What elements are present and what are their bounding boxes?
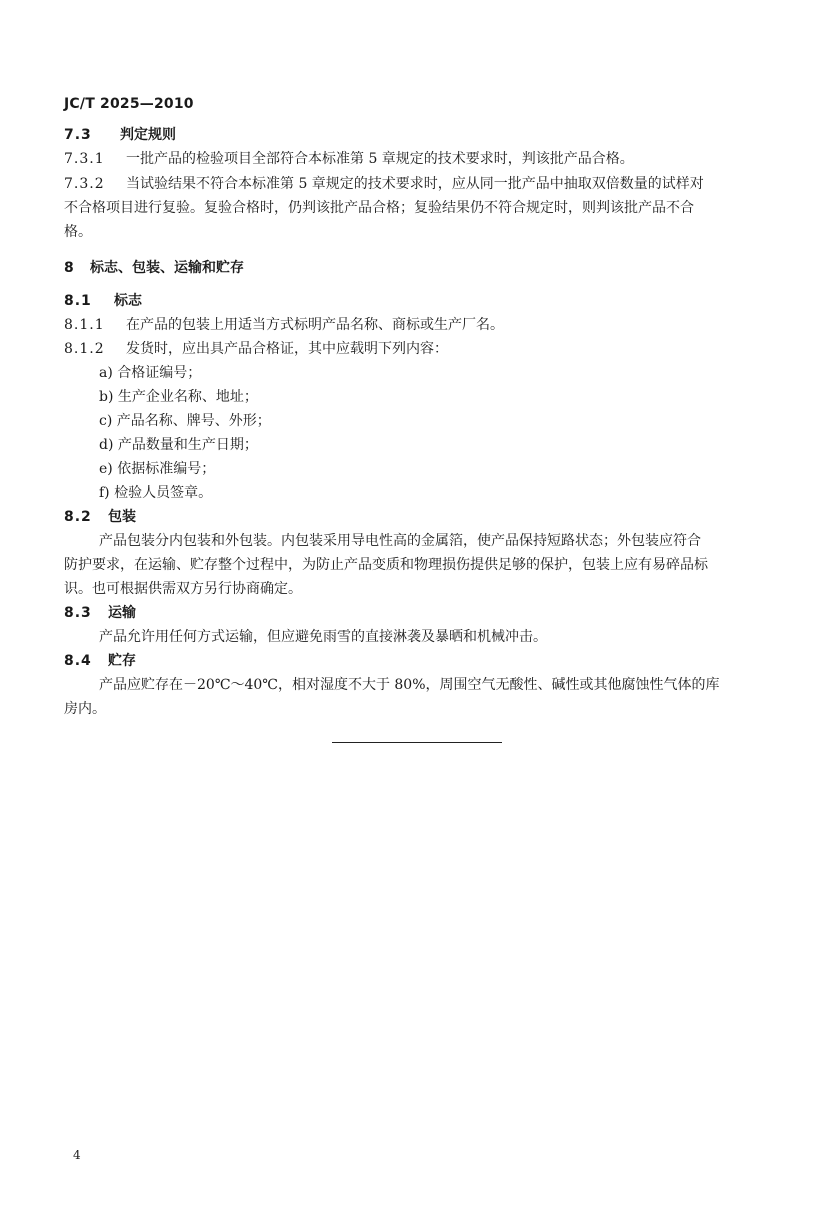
clause-number: 8.1.2 [64,341,105,357]
section-number: 8 [64,260,75,276]
paragraph-line: 识。也可根据供需双方另行协商确定。 [64,581,302,597]
list-item: f) 检验人员签章。 [99,485,213,501]
section-number: 8.4 [64,653,92,669]
paragraph-line: 产品允许用任何方式运输，但应避免雨雪的直接淋袭及暴晒和机械冲击。 [99,629,547,645]
clause-text-line: 当试验结果不符合本标准第 5 章规定的技术要求时，应从同一批产品中抽取双倍数量的试样对 [126,176,704,192]
paragraph-line: 产品应贮存在－20℃～40℃，相对湿度不大于 80%，周围空气无酸性、碱性或其他腐蚀性气体的库 [99,677,720,693]
clause-text-line: 不合格项目进行复验。复验合格时，仍判该批产品合格；复验结果仍不符合规定时，则判该批产品不合 [64,200,694,216]
clause-8-1-1 [64,314,504,336]
clause-7-3-1 [64,148,634,170]
clause-text: 在产品的包装上用适当方式标明产品名称、商标或生产厂名。 [126,317,504,333]
clause-number: 8.1.1 [64,317,105,333]
list-item: c) 产品名称、牌号、外形； [99,413,271,429]
section-8-4-heading [64,650,136,672]
section-8-3-heading [64,602,136,624]
section-title: 标志 [114,293,142,309]
section-number: 7.3 [64,127,92,143]
clause-text-line: 格。 [64,224,92,240]
section-8-1-heading [64,290,142,312]
list-item: d) 产品数量和生产日期； [99,437,258,453]
clause-number: 7.3.2 [64,176,105,192]
end-rule [332,742,502,743]
section-number: 8.1 [64,293,92,309]
list-item: e) 依据标准编号； [99,461,216,477]
section-8-heading [64,257,244,279]
section-title: 贮存 [108,653,136,669]
section-8-2-heading [64,506,136,528]
document-id: JC/T 2025—2010 [64,96,194,112]
section-number: 8.3 [64,605,92,621]
paragraph-line: 产品包装分内包装和外包装。内包装采用导电性高的金属箔，使产品保持短路状态；外包装应符合 [99,533,701,549]
list-item: b) 生产企业名称、地址； [99,389,258,405]
section-title: 运输 [108,605,136,621]
section-title: 判定规则 [120,127,176,143]
clause-text: 一批产品的检验项目全部符合本标准第 5 章规定的技术要求时，判该批产品合格。 [126,151,634,167]
paragraph-line: 房内。 [64,701,106,717]
section-number: 8.2 [64,509,92,525]
section-title: 包装 [108,509,136,525]
clause-text: 发货时，应出具产品合格证，其中应载明下列内容： [126,341,448,357]
page-number: 4 [73,1148,81,1162]
section-7-3-heading [64,124,176,146]
section-title: 标志、包装、运输和贮存 [90,260,244,276]
clause-number: 7.3.1 [64,151,105,167]
list-item: a) 合格证编号； [99,365,202,381]
paragraph-line: 防护要求，在运输、贮存整个过程中，为防止产品变质和物理损伤提供足够的保护，包装上应有易碎品标 [64,557,708,573]
clause-7-3-2 [64,173,704,195]
clause-8-1-2 [64,338,448,360]
